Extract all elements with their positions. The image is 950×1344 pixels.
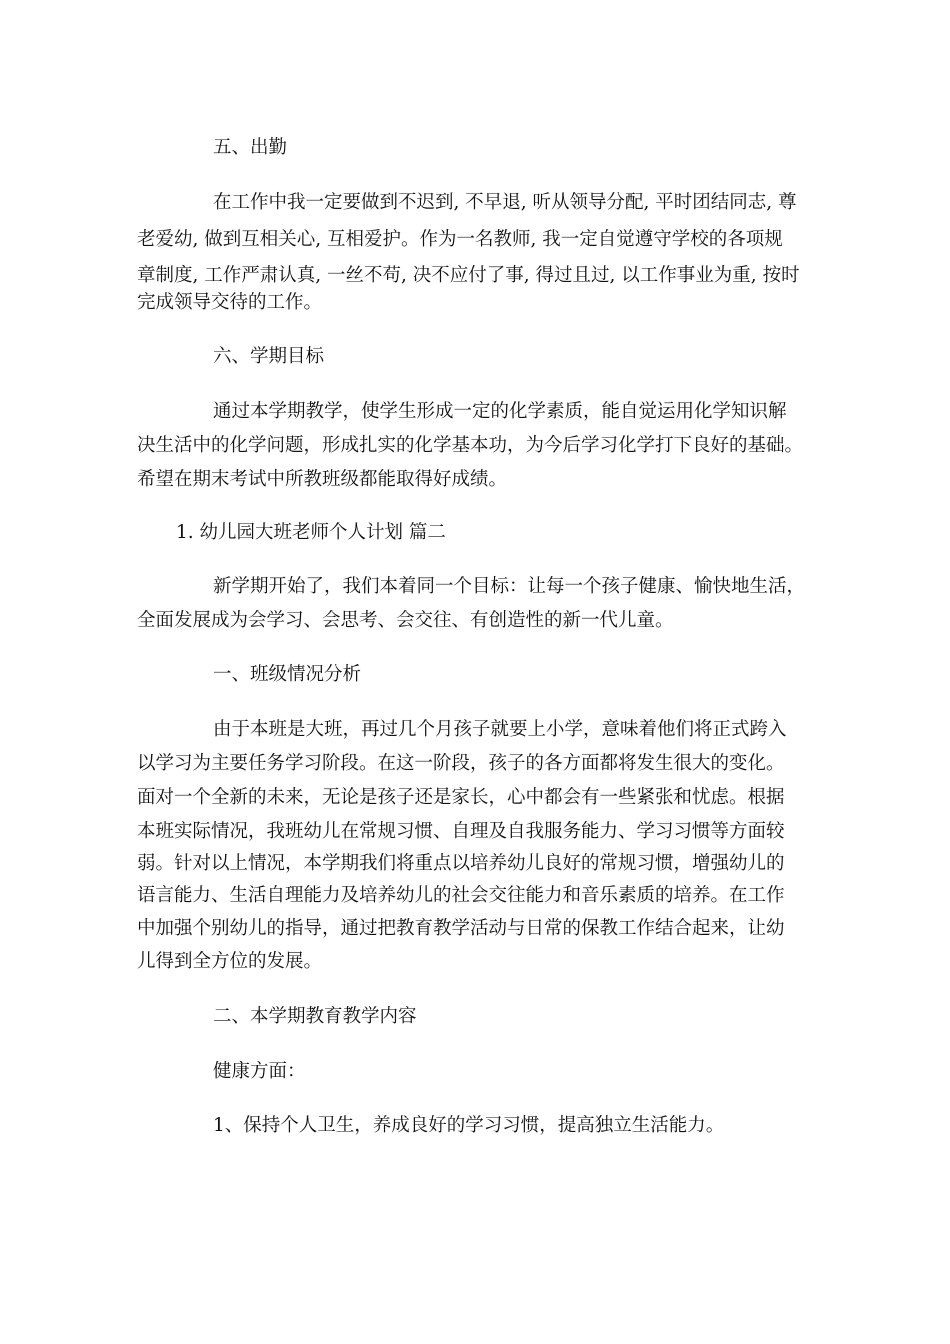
list-item: 1、保持个人卫生，养成良好的学习习惯，提高独立生活能力。: [213, 1115, 725, 1136]
paragraph-line: 在工作中我一定要做到不迟到, 不早退, 听从领导分配, 平时团结同志, 尊: [213, 192, 797, 213]
paragraph-line: 希望在期末考试中所教班级都能取得好成绩。: [137, 469, 508, 490]
paragraph-line: 本班实际情况，我班幼儿在常规习惯、自理及自我服务能力、学习习惯等方面较: [137, 821, 785, 842]
paragraph-line: 由于本班是大班，再过几个月孩子就要上小学，意味着他们将正式跨入: [213, 719, 787, 740]
section-heading-teaching-content: 二、本学期教育教学内容: [213, 1006, 417, 1027]
paragraph-line: 老爱幼, 做到互相关心, 互相爱护。作为一名教师, 我一定自觉遵守学校的各项规: [137, 229, 783, 250]
section-heading-class-analysis: 一、班级情况分析: [213, 664, 362, 685]
paragraph-line: 弱。针对以上情况，本学期我们将重点以培养幼儿良好的常规习惯，增强幼儿的: [137, 853, 785, 874]
paragraph-line: 儿得到全方位的发展。: [137, 951, 323, 972]
section-heading-attendance: 五、出勤: [213, 137, 288, 158]
paragraph-line: 全面发展成为会学习、会思考、会交往、有创造性的新一代儿童。: [137, 610, 674, 631]
subsection-heading-health: 健康方面：: [213, 1061, 306, 1082]
paragraph-line: 通过本学期教学，使学生形成一定的化学素质，能自觉运用化学知识解: [213, 401, 787, 422]
paragraph-line: 语言能力、生活自理能力及培养幼儿的社会交往能力和音乐素质的培养。在工作: [137, 885, 785, 906]
paragraph-line: 完成领导交待的工作。: [137, 292, 323, 313]
article-subtitle: 1. 幼儿园大班老师个人计划 篇二: [176, 522, 446, 543]
section-heading-term-goal: 六、学期目标: [213, 346, 325, 367]
paragraph-line: 决生活中的化学问题，形成扎实的化学基本功，为今后学习化学打下良好的基础。: [137, 435, 804, 456]
paragraph-line: 章制度, 工作严肃认真, 一丝不苟, 决不应付了事, 得过且过, 以工作事业为重, 按时: [137, 265, 800, 286]
paragraph-line: 以学习为主要任务学习阶段。在这一阶段，孩子的各方面都将发生很大的变化。: [137, 753, 785, 774]
paragraph-line: 面对一个全新的未来，无论是孩子还是家长，心中都会有一些紧张和忧虑。根据: [137, 787, 785, 808]
paragraph-line: 中加强个别幼儿的指导，通过把教育教学活动与日常的保教工作结合起来，让幼: [137, 918, 785, 939]
paragraph-line: 新学期开始了，我们本着同一个目标：让每一个孩子健康、愉快地生活，: [213, 576, 806, 597]
